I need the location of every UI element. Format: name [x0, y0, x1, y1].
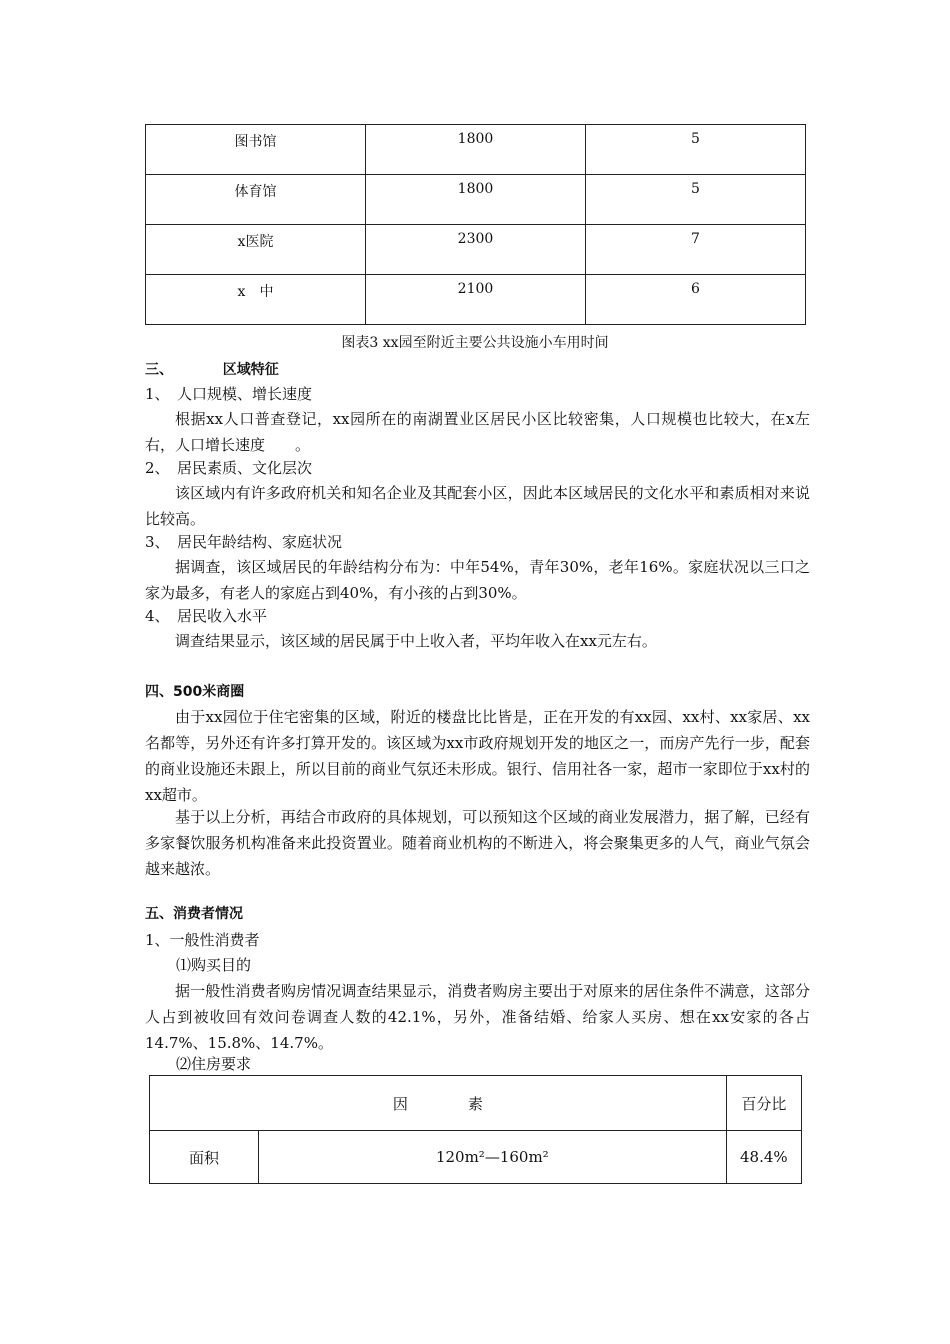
- paragraph: 根据xx人口普查登记，xx园所在的南湖置业区居民小区比较密集，人口规模也比较大，在x左右，人口增长速度 。: [145, 410, 810, 454]
- subsection-heading: ⑵住房要求: [176, 1055, 252, 1073]
- paragraph: 由于xx园位于住宅密集的区域，附近的楼盘比比皆是，正在开发的有xx园、xx村、xx家居、xx名都等，另外还有许多打算开发的。该区域为xx市政府规划开发的地区之一，而房产先行一步，配套的商业设施还未跟上，所以目前的商业气氛还未形成。银行、信用社各一家，超市一家即位于xx村的xx超市。: [145, 708, 810, 804]
- paragraph: 据调查，该区域居民的年龄结构分布为：中年54%，青年30%，老年16%。家庭状况以三口之家为最多，有老人的家庭占到40%，有小孩的占到30%。: [145, 558, 810, 602]
- item-number: 1、: [145, 385, 170, 403]
- section-heading: 五、消费者情况: [145, 906, 243, 922]
- table-cell: 图书馆: [146, 125, 366, 175]
- subsection-heading: ⑴购买目的: [176, 956, 252, 974]
- subsection-heading: 1、一般性消费者: [145, 931, 260, 949]
- item-title: 居民素质、文化层次: [177, 459, 313, 477]
- section-heading: 四、500米商圈: [145, 684, 245, 700]
- table-cell: 7: [586, 225, 806, 275]
- paragraph: 调查结果显示，该区域的居民属于中上收入者，平均年收入在xx元左右。: [175, 632, 657, 650]
- table-cell: 1800: [366, 125, 586, 175]
- table-cell: 5: [586, 125, 806, 175]
- subsection-heading: [145, 532, 342, 552]
- table-cell: x医院: [146, 225, 366, 275]
- table-cell: 体育馆: [146, 175, 366, 225]
- table-row: [150, 1131, 802, 1184]
- housing-requirement-table: [149, 1075, 802, 1184]
- subsection-heading: [145, 458, 312, 478]
- table-row: [146, 175, 806, 225]
- table-cell: 5: [586, 175, 806, 225]
- paragraph: 该区域内有许多政府机关和知名企业及其配套小区，因此本区域居民的文化水平和素质相对来说比较高。: [145, 484, 810, 528]
- column-header: 因 素: [150, 1076, 727, 1131]
- facility-time-table: [145, 124, 806, 325]
- table-cell: 2100: [366, 275, 586, 325]
- table-row: [146, 125, 806, 175]
- paragraph: 据一般性消费者购房情况调查结果显示，消费者购房主要出于对原来的居住条件不满意，这部分人占到被收回有效问卷调查人数的42.1%，另外，准备结婚、给家人买房、想在xx安家的各占14.7%、15.8%、14.7%。: [145, 982, 810, 1052]
- table-cell: 6: [586, 275, 806, 325]
- section-title: 区域特征: [222, 362, 279, 378]
- item-title: 居民收入水平: [177, 607, 268, 625]
- item-title: 人口规模、增长速度: [177, 385, 313, 403]
- table-cell: 面积: [150, 1131, 259, 1184]
- subsection-heading: [145, 384, 312, 404]
- table-header-row: [150, 1076, 802, 1131]
- table-cell: x 中: [146, 275, 366, 325]
- table-row: [146, 275, 806, 325]
- table-cell: 120m²—160m²: [259, 1131, 727, 1184]
- item-number: 2、: [145, 459, 170, 477]
- table-cell: 2300: [366, 225, 586, 275]
- table-cell: 48.4%: [726, 1131, 801, 1184]
- table-caption: 图表3 xx园至附近主要公共设施小车用时间: [341, 335, 609, 351]
- section-heading: [145, 360, 279, 380]
- item-title: 居民年龄结构、家庭状况: [177, 533, 343, 551]
- table-cell: 1800: [366, 175, 586, 225]
- item-number: 4、: [145, 607, 170, 625]
- column-header: 百分比: [726, 1076, 801, 1131]
- subsection-heading: [145, 606, 267, 626]
- paragraph: 基于以上分析，再结合市政府的具体规划，可以预知这个区域的商业发展潜力，据了解，已经有多家餐饮服务机构准备来此投资置业。随着商业机构的不断进入，将会聚集更多的人气，商业气氛会越来越浓。: [145, 808, 810, 878]
- table-row: [146, 225, 806, 275]
- item-number: 3、: [145, 533, 170, 551]
- section-number: 三、: [145, 362, 173, 378]
